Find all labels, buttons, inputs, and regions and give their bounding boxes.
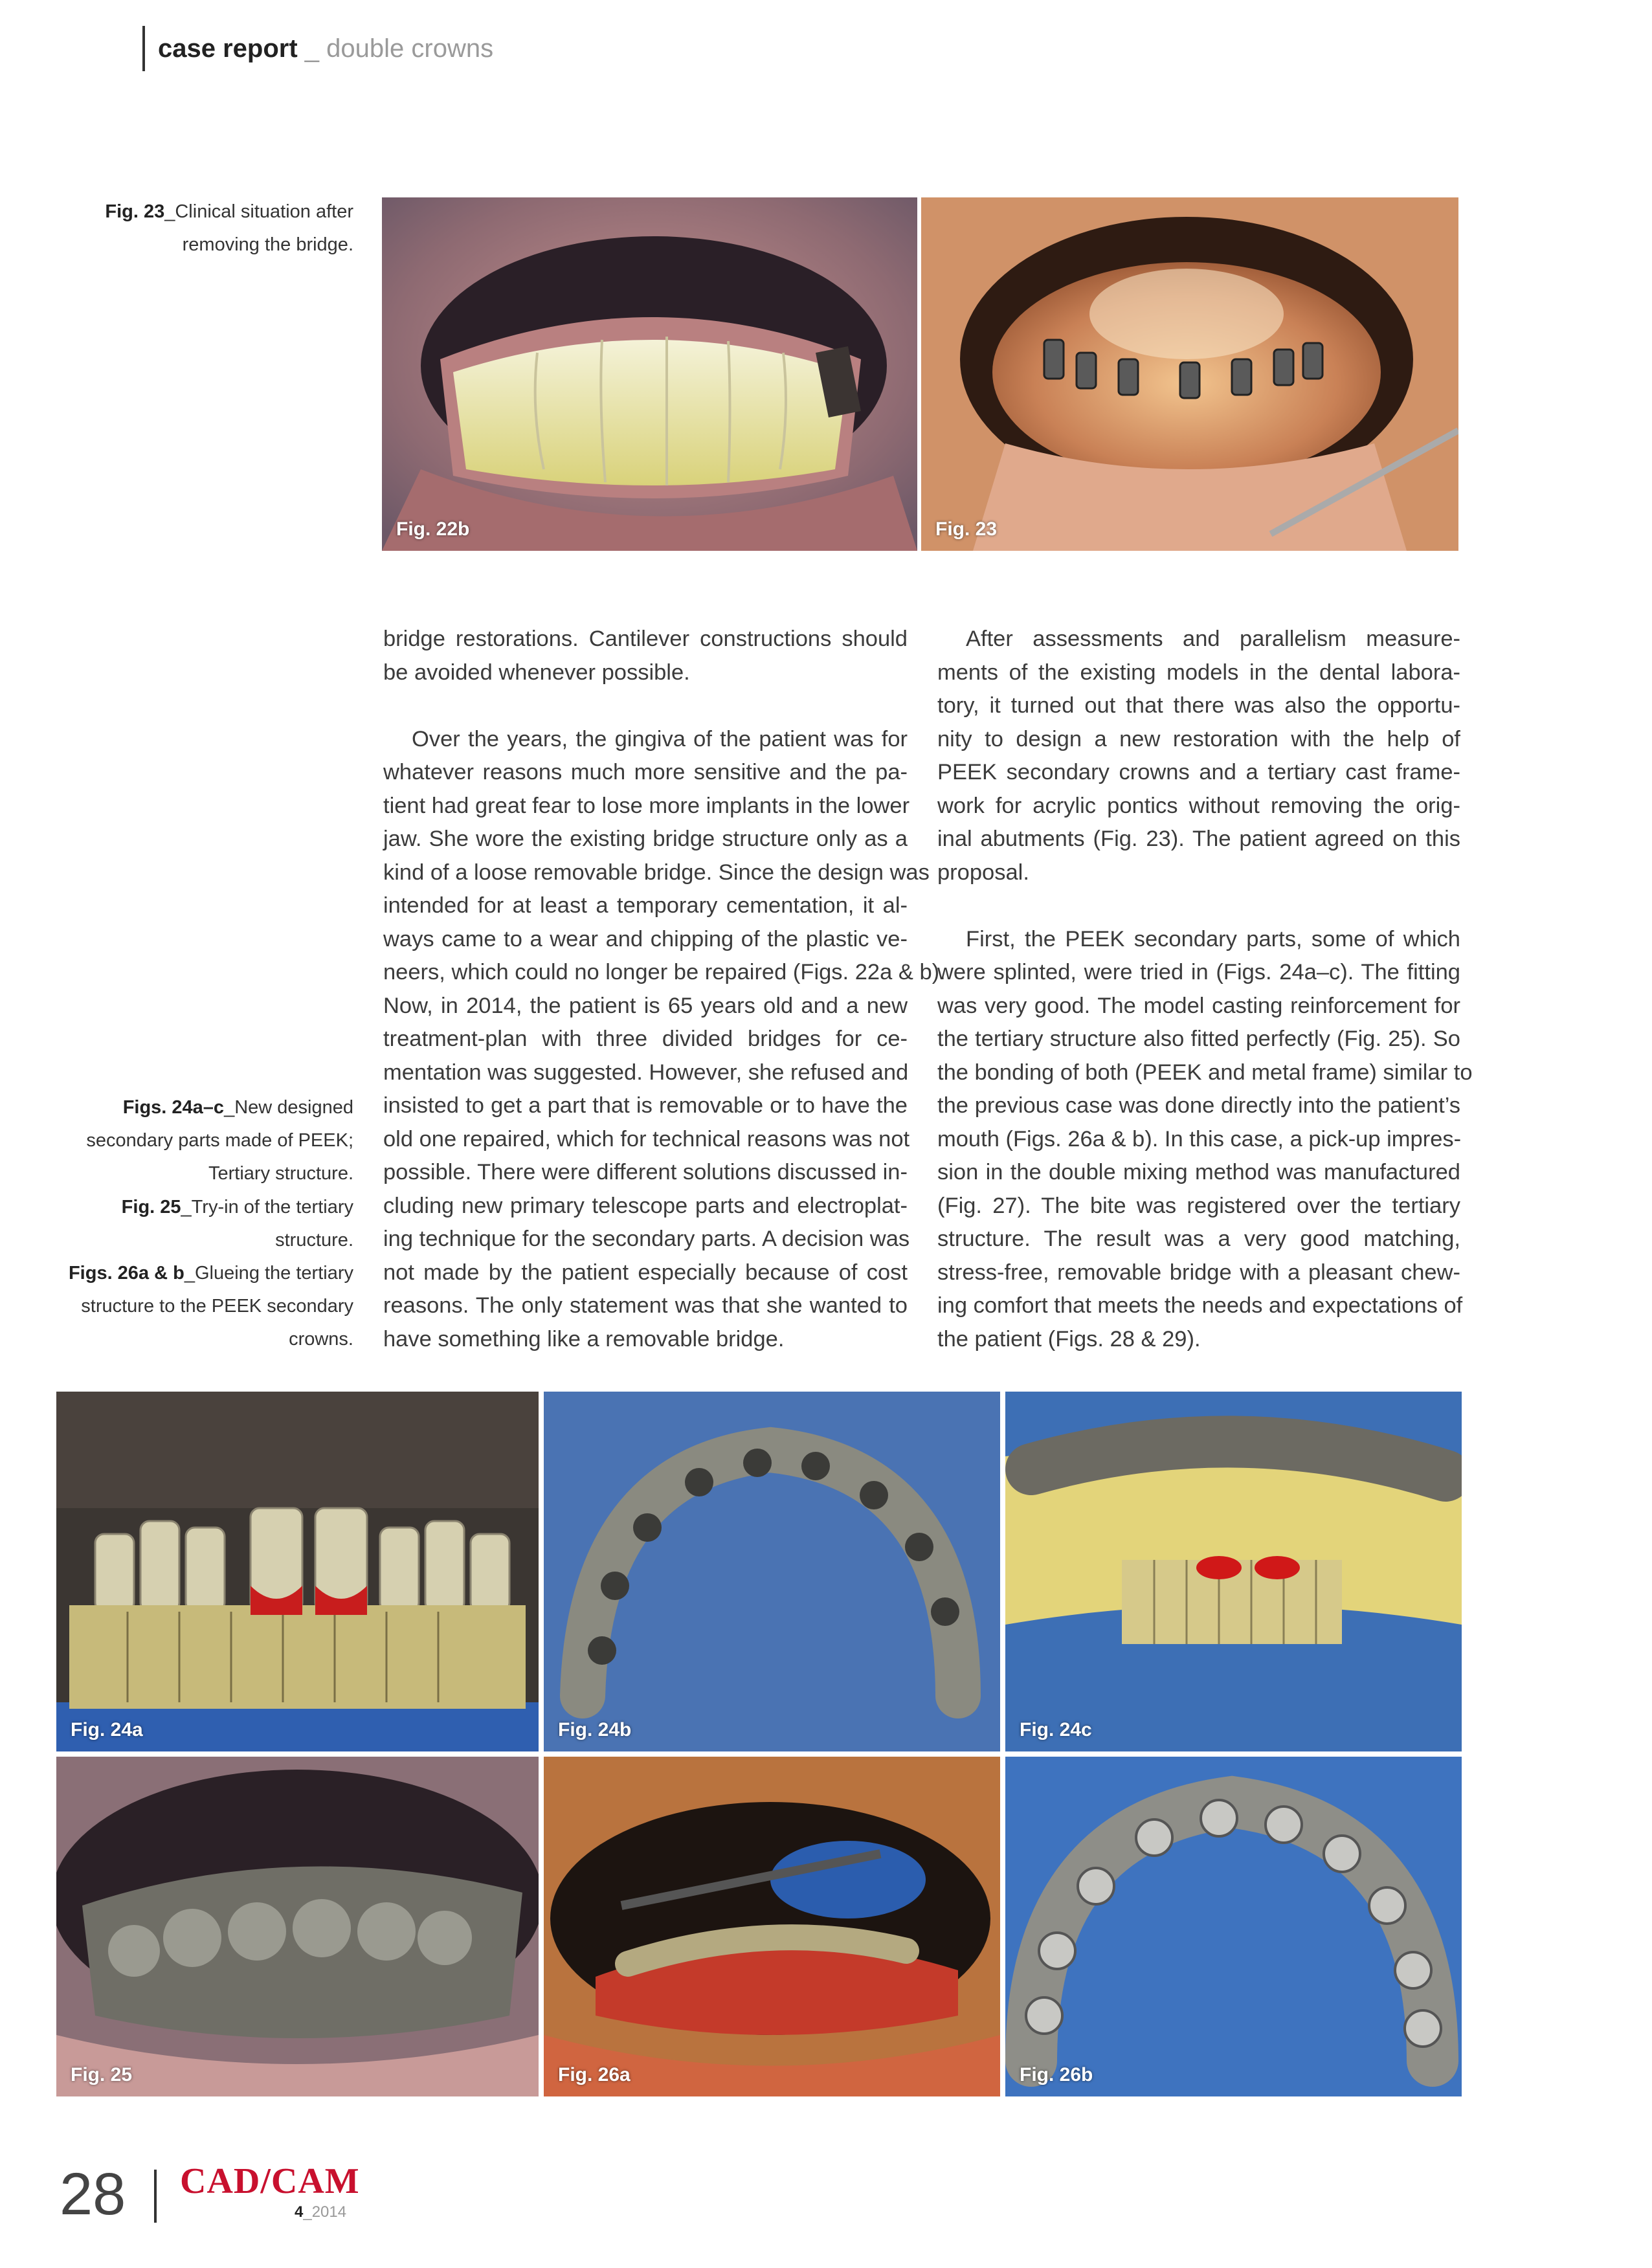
figure-label: Fig. 26a	[558, 2064, 631, 2085]
figure-25	[56, 1757, 539, 2096]
text-line: First, the PEEK secondary parts, some of which	[966, 926, 1460, 951]
text-line: After assessments and parallelism measure-	[966, 627, 1460, 651]
text-line: kind of a loose removable bridge. Since the design was	[383, 860, 930, 885]
section-title: case report	[158, 34, 298, 63]
text-line: Now, in 2014, the patient is 65 years old and a new	[383, 993, 908, 1018]
body-column-left	[383, 623, 946, 1356]
text-line: reasons. The only statement was that she wanted to	[383, 1293, 908, 1318]
text-line: neers, which could no longer be repaired (Figs. 22a & b).	[383, 960, 946, 984]
text-line: was very good. The model casting reinforcement for	[937, 993, 1460, 1018]
figure-label: Fig. 22b	[396, 518, 470, 540]
text-line: the bonding of both (PEEK and metal frame) similar to	[937, 1060, 1473, 1085]
figure-23	[921, 197, 1458, 551]
text-line: cluding new primary telescope parts and electroplat-	[383, 1193, 908, 1218]
figure-label: Fig. 24b	[558, 1719, 632, 1740]
figure-label: Fig. 25	[71, 2064, 133, 2085]
figure-label: Fig. 24c	[1020, 1719, 1092, 1740]
caption-label: Fig. 23	[105, 201, 165, 222]
text-line: ments of the existing models in the dental labora-	[937, 660, 1460, 685]
caption-text: structure to the PEEK secondary	[81, 1296, 353, 1317]
text-line: PEEK secondary crowns and a tertiary cast frame-	[937, 760, 1460, 784]
caption-text: structure.	[275, 1230, 353, 1251]
figure-24b	[544, 1392, 1000, 1751]
figure-label: Fig. 26b	[1020, 2064, 1093, 2085]
footer-divider	[154, 2170, 157, 2223]
figure-24c	[1005, 1392, 1462, 1751]
caption-text: crowns.	[289, 1329, 353, 1350]
text-line: mentation was suggested. However, she refused and	[383, 1060, 909, 1085]
caption-sep: _	[181, 1197, 192, 1217]
figure-26a	[544, 1757, 1000, 2096]
text-line: mouth (Figs. 26a & b). In this case, a pick-up impres-	[937, 1126, 1462, 1151]
text-line: sion in the double mixing method was manufactured	[937, 1160, 1460, 1184]
text-line: whatever reasons much more sensitive and the pa-	[383, 760, 908, 784]
text-line: intended for at least a temporary cementation, it al-	[383, 893, 908, 918]
text-line: have something like a removable bridge.	[383, 1326, 785, 1351]
text-line: structure. The result was a very good matching,	[937, 1227, 1460, 1251]
magazine-title: CAD/CAM	[180, 2161, 360, 2201]
text-line: Over the years, the gingiva of the patient was for	[412, 726, 908, 751]
text-line: stress-free, removable bridge with a pleasant chew-	[937, 1260, 1460, 1285]
caption-fig-24	[86, 1091, 353, 1190]
text-line: old one repaired, which for technical reasons was not	[383, 1126, 910, 1151]
page-number: 28	[60, 2161, 126, 2227]
paragraph-break	[937, 889, 1460, 923]
text-line: proposal.	[937, 860, 1029, 885]
text-line: be avoided whenever possible.	[383, 660, 690, 685]
text-line: treatment-plan with three divided bridges for ce-	[383, 1027, 908, 1051]
paragraph-break	[383, 689, 908, 723]
caption-sep: _	[224, 1097, 235, 1118]
issue-info	[295, 2203, 346, 2221]
caption-fig-25	[122, 1191, 353, 1257]
caption-fig-23	[105, 195, 353, 261]
text-line: the previous case was done directly into the patient’s	[937, 1093, 1460, 1118]
text-line: ing comfort that meets the needs and expectations of	[937, 1293, 1463, 1318]
figure-24a	[56, 1392, 539, 1751]
figure-26b	[1005, 1757, 1462, 2096]
issue-year: _2014	[303, 2203, 347, 2221]
text-line: not made by the patient especially because of cost	[383, 1260, 908, 1285]
text-line: bridge restorations. Cantilever constructions should	[383, 627, 908, 651]
caption-label: Fig. 25	[121, 1197, 181, 1217]
issue-number: 4	[295, 2203, 304, 2221]
text-line: were splinted, were tried in (Figs. 24a–c). The fitting	[937, 960, 1460, 984]
figure-label: Fig. 24a	[71, 1719, 143, 1740]
caption-sep: _	[164, 201, 175, 222]
text-line: (Fig. 27). The bite was registered over the tertiary	[937, 1193, 1460, 1218]
running-head	[142, 26, 493, 71]
text-line: inal abutments (Fig. 23). The patient agreed on this	[937, 827, 1460, 851]
header-separator: _	[297, 34, 327, 63]
caption-text: secondary parts made of PEEK;	[86, 1130, 353, 1151]
caption-text: New designed	[234, 1097, 353, 1118]
caption-label: Figs. 26a & b	[68, 1263, 184, 1284]
text-line: the tertiary structure also fitted perfectly (Fig. 25). So	[937, 1027, 1460, 1051]
caption-text: Tertiary structure.	[208, 1163, 353, 1184]
text-line: possible. There were different solutions discussed in-	[383, 1160, 908, 1184]
text-line: jaw. She wore the existing bridge structure only as a	[383, 827, 908, 851]
body-column-right	[937, 623, 1473, 1356]
text-line: ways came to a wear and chipping of the plastic ve-	[383, 926, 908, 951]
section-topic: double crowns	[326, 34, 494, 63]
caption-text: Try-in of the tertiary	[191, 1197, 353, 1217]
figure-label: Fig. 23	[935, 518, 998, 540]
text-line: ing technique for the secondary parts. A decision was	[383, 1227, 910, 1251]
caption-fig-26	[69, 1257, 353, 1356]
text-line: work for acrylic pontics without removing the orig-	[937, 793, 1460, 818]
caption-text: Clinical situation after	[175, 201, 353, 222]
caption-text: removing the bridge.	[182, 234, 353, 255]
text-line: tient had great fear to lose more implants in the lower	[383, 793, 910, 818]
text-line: tory, it turned out that there was also the opportu-	[937, 693, 1460, 718]
text-line: insisted to get a part that is removable or to have the	[383, 1093, 908, 1118]
figure-22b	[382, 197, 917, 551]
text-line: nity to design a new restoration with the help of	[937, 726, 1460, 751]
caption-label: Figs. 24a–c	[122, 1097, 225, 1118]
caption-text: Glueing the tertiary	[194, 1263, 353, 1284]
text-line: the patient (Figs. 28 & 29).	[937, 1326, 1201, 1351]
caption-sep: _	[184, 1263, 195, 1284]
